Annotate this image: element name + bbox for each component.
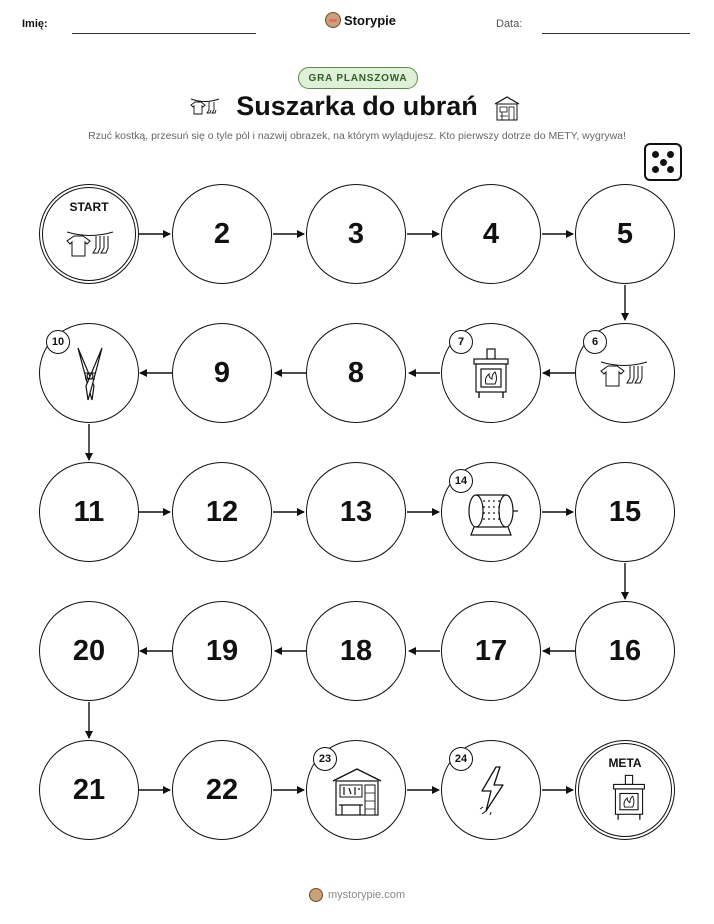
- space-8[interactable]: [306, 323, 406, 423]
- space-number: 4: [482, 217, 500, 250]
- space-9[interactable]: [172, 323, 272, 423]
- space-number: 8: [347, 356, 365, 389]
- space-4[interactable]: [441, 184, 541, 284]
- space-5[interactable]: [575, 184, 675, 284]
- space-number: 13: [339, 495, 373, 528]
- clothesline-icon: [599, 356, 649, 390]
- space-16[interactable]: [575, 601, 675, 701]
- space-20[interactable]: [39, 601, 139, 701]
- footer: [0, 888, 714, 902]
- brand-name: Storypie: [344, 12, 397, 28]
- space-number: 11: [73, 495, 105, 528]
- space-number: 3: [347, 217, 365, 250]
- start-label: START: [69, 200, 109, 214]
- space-11[interactable]: [39, 462, 139, 562]
- space-number: 18: [339, 634, 373, 667]
- space-number: 17: [474, 634, 508, 667]
- space-19[interactable]: [172, 601, 272, 701]
- finish-label: META: [608, 756, 642, 770]
- space-12[interactable]: [172, 462, 272, 562]
- category-badge: GRA PLANSZOWA: [298, 67, 418, 89]
- page-title: Suszarka do ubrań: [236, 91, 478, 121]
- space-number: 15: [608, 495, 642, 528]
- space-13[interactable]: [306, 462, 406, 562]
- space-number: 16: [608, 634, 642, 667]
- footer-link[interactable]: mystorypie.com: [327, 889, 406, 901]
- space-3[interactable]: [306, 184, 406, 284]
- space-number: 5: [616, 217, 634, 250]
- space-number-badge: 14: [449, 469, 473, 493]
- date-label: Data:: [496, 18, 523, 30]
- space-number: 9: [213, 356, 231, 389]
- space-number: 22: [205, 773, 239, 806]
- space-number-badge: 23: [313, 747, 337, 771]
- space-number: 19: [205, 634, 239, 667]
- space-number: 20: [72, 634, 106, 667]
- space-18[interactable]: [306, 601, 406, 701]
- workshop-icon: [331, 767, 383, 817]
- space-number-badge: 24: [449, 747, 473, 771]
- space-number: 12: [205, 495, 239, 528]
- space-number-badge: 7: [449, 330, 473, 354]
- lightning-icon: [476, 765, 508, 817]
- space-number: 21: [72, 773, 106, 806]
- storypie-logo-icon: [309, 888, 323, 902]
- space-17[interactable]: [441, 601, 541, 701]
- clothespin-icon: [74, 346, 106, 402]
- space-finish[interactable]: [575, 740, 675, 840]
- space-22[interactable]: [172, 740, 272, 840]
- name-label: Imię:: [22, 18, 48, 30]
- space-2[interactable]: [172, 184, 272, 284]
- space-15[interactable]: [575, 462, 675, 562]
- dryer-drum-icon: [466, 491, 520, 537]
- space-number-badge: 6: [583, 330, 607, 354]
- space-start[interactable]: [39, 184, 139, 284]
- space-21[interactable]: [39, 740, 139, 840]
- space-number: 2: [213, 217, 231, 250]
- stove-icon: [470, 348, 512, 400]
- clothesline-icon: [65, 226, 115, 260]
- instructions: Rzuć kostką, przesuń się o tyle pól i nazwij obrazek, na którym wylądujesz. Kto pierwszy dotrze do METY, wygrywa!: [88, 130, 626, 142]
- stove-icon: [610, 774, 648, 822]
- space-number-badge: 10: [46, 330, 70, 354]
